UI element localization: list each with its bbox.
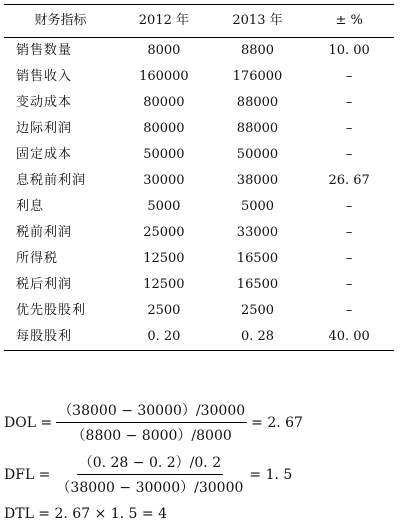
cell-2012: 25000 (143, 225, 185, 240)
table-row (4, 116, 394, 142)
cell-change: – (345, 69, 353, 84)
cell-2013: 5000 (240, 199, 275, 214)
table-row (4, 194, 394, 220)
header-indicator: 财务指标 (4, 5, 117, 38)
header-row (4, 5, 394, 38)
cell-change: – (345, 121, 353, 136)
table-body (4, 38, 394, 351)
table-row (4, 324, 394, 351)
dfl-formula (4, 452, 292, 497)
dtl-equation: DTL = 2. 67 × 1. 5 = 4 (4, 506, 167, 522)
row-label: 优先股股利 (16, 303, 87, 318)
cell-2012: 80000 (143, 95, 185, 110)
dol-formula (4, 400, 303, 445)
dfl-numerator: （0. 28 − 0. 2）/0. 2 (77, 452, 223, 475)
row-label: 变动成本 (16, 95, 73, 110)
table-row (4, 298, 394, 324)
cell-change: – (345, 303, 353, 318)
cell-change: – (345, 251, 353, 266)
cell-2012: 50000 (143, 147, 185, 162)
cell-2012: 5000 (147, 199, 181, 214)
header-2012: 2012 年 (117, 5, 211, 38)
cell-change: – (345, 199, 353, 214)
financial-indicators-table (4, 4, 394, 351)
table-row (4, 142, 394, 168)
cell-2012: 160000 (139, 69, 189, 84)
cell-2013: 16500 (236, 251, 279, 266)
cell-change: – (345, 95, 353, 110)
cell-2013: 176000 (232, 69, 283, 84)
cell-change: – (345, 147, 353, 162)
table-row (4, 168, 394, 194)
header-2013: 2013 年 (211, 5, 305, 38)
dol-result: = 2. 67 (251, 414, 303, 431)
cell-2013: 0. 28 (211, 324, 305, 351)
row-label: 固定成本 (16, 147, 73, 162)
cell-2013: 88000 (236, 95, 279, 110)
dol-denominator: （8800 − 8000）/8000 (71, 428, 232, 444)
cell-2013: 50000 (236, 147, 279, 162)
table-row (4, 220, 394, 246)
dfl-fraction (54, 452, 245, 497)
dol-label: DOL = (4, 414, 53, 431)
row-label: 息税前利润 (16, 173, 87, 188)
cell-2012: 80000 (143, 121, 185, 136)
table-row (4, 90, 394, 116)
cell-change: 26. 67 (328, 173, 370, 188)
cell-2012: 2500 (147, 303, 181, 318)
cell-2013: 38000 (236, 173, 279, 188)
cell-2013: 33000 (236, 225, 279, 240)
cell-2012: 12500 (143, 251, 185, 266)
cell-2013: 8800 (240, 43, 275, 58)
row-label: 利息 (16, 199, 45, 214)
cell-change: – (345, 277, 353, 292)
cell-2012: 12500 (143, 277, 185, 292)
row-label: 销售收入 (16, 69, 73, 84)
cell-change: 40. 00 (304, 324, 394, 351)
cell-2013: 2500 (240, 303, 275, 318)
dfl-denominator: （38000 − 30000）/30000 (56, 480, 244, 496)
cell-2012: 0. 20 (117, 324, 211, 351)
row-label: 销售数量 (16, 43, 73, 58)
table-row (4, 272, 394, 298)
table-row (4, 246, 394, 272)
dol-fraction (56, 400, 247, 445)
dtl-formula (4, 506, 167, 522)
row-label: 每股股利 (4, 324, 117, 351)
table-row (4, 38, 394, 65)
dol-numerator: （38000 − 30000）/30000 (56, 400, 247, 423)
dfl-result: = 1. 5 (249, 466, 293, 483)
table-header (4, 5, 394, 38)
table-row (4, 64, 394, 90)
cell-change: – (345, 225, 353, 240)
cell-2013: 16500 (236, 277, 279, 292)
header-change-percent: ± % (304, 5, 394, 38)
row-label: 边际利润 (16, 121, 73, 136)
cell-2013: 88000 (236, 121, 279, 136)
row-label: 所得税 (16, 251, 59, 266)
dfl-label: DFL = (4, 466, 51, 483)
row-label: 税前利润 (16, 225, 73, 240)
cell-2012: 30000 (143, 173, 185, 188)
cell-2012: 8000 (147, 43, 181, 58)
row-label: 税后利润 (16, 277, 73, 292)
financial-indicators-table-container (4, 4, 394, 351)
cell-change: 10. 00 (328, 43, 370, 58)
